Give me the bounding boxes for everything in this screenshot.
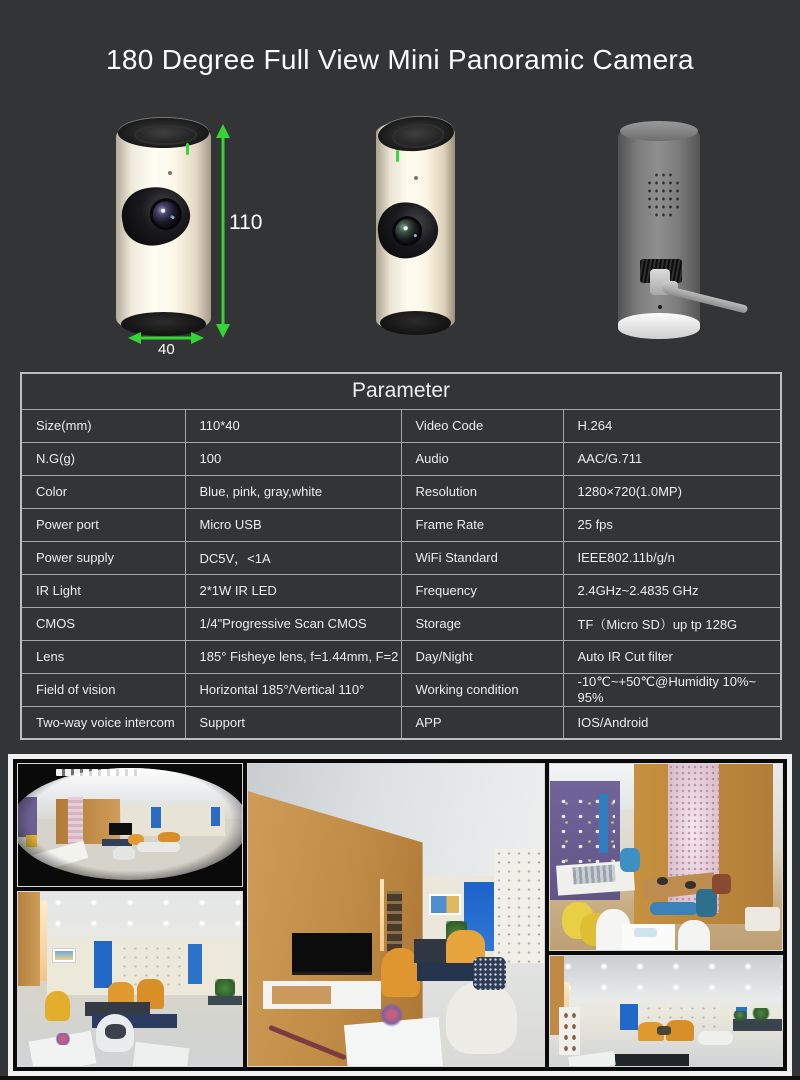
- spec-label: Resolution: [401, 475, 563, 508]
- spec-value: 1280×720(1.0MP): [563, 475, 781, 508]
- spec-value: Micro USB: [185, 508, 401, 541]
- fisheye-lens: [147, 196, 184, 233]
- table-row: [21, 673, 781, 706]
- camera-white-front-angled-image: [376, 120, 455, 333]
- gallery-photo-living-room-tv: [247, 763, 545, 1067]
- spec-label: Color: [21, 475, 185, 508]
- table-row: [21, 607, 781, 640]
- table-row: [21, 475, 781, 508]
- spec-label: Size(mm): [21, 409, 185, 442]
- spec-label: Frequency: [401, 574, 563, 607]
- spec-label: Two-way voice intercom: [21, 706, 185, 739]
- mic-hole: [414, 176, 418, 180]
- spec-value: 25 fps: [563, 508, 781, 541]
- gallery-photo-fisheye-panorama: [17, 763, 243, 887]
- tv-cabinet: [263, 981, 381, 1008]
- camera-top-lid: [118, 118, 209, 148]
- table-row: [21, 574, 781, 607]
- spec-value: AAC/G.711: [563, 442, 781, 475]
- spec-label: Power supply: [21, 541, 185, 574]
- spec-value: 2.4GHz~2.4835 GHz: [563, 574, 781, 607]
- spec-table: [20, 372, 782, 740]
- spec-label: Storage: [401, 607, 563, 640]
- spec-label: WiFi Standard: [401, 541, 563, 574]
- spec-label: N.G(g): [21, 442, 185, 475]
- spec-value: Horizontal 185°/Vertical 110°: [185, 673, 401, 706]
- spec-value: 110*40: [185, 409, 401, 442]
- spec-label: Day/Night: [401, 640, 563, 673]
- mic-hole: [168, 171, 172, 175]
- gallery-photo-living-room-wide: [549, 955, 783, 1067]
- spec-value: 185° Fisheye lens, f=1.44mm, F=2: [185, 640, 401, 673]
- camera-base-white: [618, 313, 700, 339]
- spec-value: Support: [185, 706, 401, 739]
- table-row: [21, 409, 781, 442]
- spec-table-title: Parameter: [21, 373, 781, 409]
- spec-value: 1/4"Progressive Scan CMOS: [185, 607, 401, 640]
- spec-value: Auto IR Cut filter: [563, 640, 781, 673]
- spec-value: TF（Micro SD）up tp 128G: [563, 607, 781, 640]
- spec-value: IEEE802.11b/g/n: [563, 541, 781, 574]
- gallery-photo-showroom-living-area: [17, 891, 243, 1067]
- tv-screen: [292, 933, 372, 975]
- spec-label: Frame Rate: [401, 508, 563, 541]
- table-row: [21, 706, 781, 739]
- table-row: [21, 508, 781, 541]
- camera-gray-back-image: [618, 123, 700, 339]
- spec-value: IOS/Android: [563, 706, 781, 739]
- table-row: [21, 640, 781, 673]
- gallery-photo-bedroom-dining-area: [549, 763, 783, 951]
- width-dimension-value: 40: [158, 341, 175, 358]
- spec-label: Video Code: [401, 409, 563, 442]
- table-row: [21, 442, 781, 475]
- page-title: 180 Degree Full View Mini Panoramic Camera: [106, 44, 694, 75]
- spec-label: CMOS: [21, 607, 185, 640]
- spec-label: Working condition: [401, 673, 563, 706]
- fisheye-lens: [390, 214, 424, 248]
- speaker-grill: [644, 169, 682, 221]
- bottom-border: [0, 1076, 800, 1080]
- height-dimension-value: 110: [229, 211, 263, 234]
- spec-value: Blue, pink, gray,white: [185, 475, 401, 508]
- camera-white-front-image: [116, 121, 211, 334]
- spec-label: Power port: [21, 508, 185, 541]
- spec-label: IR Light: [21, 574, 185, 607]
- spec-value: 100: [185, 442, 401, 475]
- gallery-inner: [13, 759, 787, 1071]
- spec-value: DC5V，<1A: [185, 541, 401, 574]
- spec-label: Field of vision: [21, 673, 185, 706]
- fisheye-view: [17, 768, 243, 880]
- osd-timestamp-overlay: [56, 769, 139, 776]
- spec-value: H.264: [563, 409, 781, 442]
- spec-value: -10℃~+50℃@Humidity 10%~ 95%: [563, 673, 781, 706]
- sample-photos-gallery: [8, 754, 792, 1076]
- spec-label: Lens: [21, 640, 185, 673]
- status-led: [186, 143, 189, 155]
- camera-base: [380, 311, 451, 335]
- camera-top: [620, 121, 697, 141]
- reset-hole: [658, 305, 662, 309]
- spec-value: 2*1W IR LED: [185, 574, 401, 607]
- yellow-armchair: [45, 991, 70, 1021]
- status-led: [396, 150, 399, 162]
- spec-label: APP: [401, 706, 563, 739]
- table-row: [21, 541, 781, 574]
- spec-label: Audio: [401, 442, 563, 475]
